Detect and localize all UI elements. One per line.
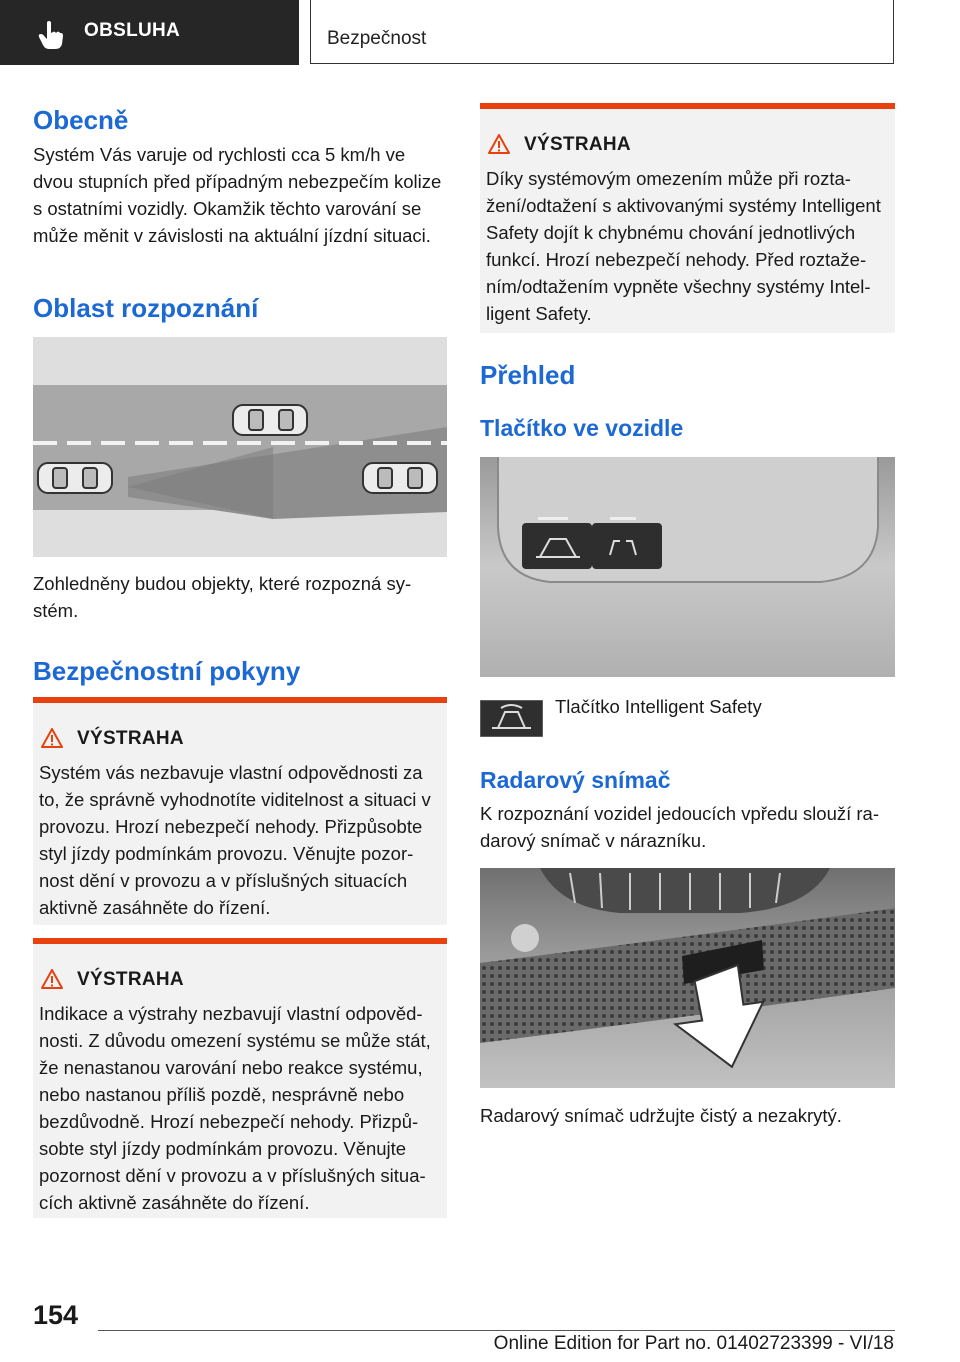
- warning-text: Systém vás nezbavuje vlastní odpovědnosti za to, že správně vyhodnotíte viditelnost a situaci v provozu. Hrozí nebezpečí nehody. Přizpůsobte styl jízdy podmínkám provozu. Věnujte pozornost dění v provozu a v příslušných situacích aktivně zasáhněte do řízení.: [39, 762, 431, 918]
- warning-triangle-icon: [488, 134, 510, 154]
- general-text: Systém Vás varuje od rychlosti cca 5 km/h ve dvou stupních před případným nebezpečím kolize s ostatními vozidly. Okamžik těchto varování se může měnit v závislosti na aktuální jízdní situaci.: [33, 144, 442, 246]
- area-heading: Oblast rozpoznání: [33, 293, 259, 323]
- car-ahead-lane1: [363, 463, 437, 493]
- chapter-title: Bezpečnost: [327, 28, 427, 49]
- detection-area-figure: [33, 337, 447, 557]
- warning-triangle-icon: [41, 728, 63, 748]
- detection-area-diagram: [33, 337, 447, 557]
- edition-info: Online Edition for Part no. 01402723399 - VI/18: [493, 1333, 894, 1354]
- car-ahead-lane2: [233, 405, 307, 435]
- warning-text: Indikace a výstrahy nezbavují vlastní odpovědnosti. Z důvodu omezení systému se může stát, že nenastanou varování nebo reakce systému, nebo nastanou příliš pozdě, nesprávně nebo bezdůvodně. Hrozí nebezpečí nehody. Přizpůsobte styl jízdy podmínkám provozu. Věnujte pozornost dění v provozu a v příslušných situacích aktivně zasáhněte do řízení.: [39, 1003, 431, 1213]
- section-tab: [0, 0, 299, 65]
- radar-photo: [480, 868, 895, 1088]
- warning-box-3: [480, 103, 895, 333]
- warning-title: VÝSTRAHA: [77, 728, 184, 749]
- button-caption: Tlačítko Intelligent Safety: [555, 696, 762, 717]
- page-number: 154: [33, 1300, 79, 1330]
- hand-icon: [38, 20, 64, 50]
- section-title: OBSLUHA: [84, 20, 181, 41]
- footer-divider: [98, 1330, 895, 1331]
- button-figure: [480, 457, 895, 677]
- warning-box-1: [33, 697, 447, 925]
- button-photo: [480, 457, 895, 677]
- radar-text: K rozpoznání vozidel jedoucích vpředu slouží radarový snímač v nárazníku.: [480, 803, 880, 851]
- radar-caption: Radarový snímač udržujte čistý a nezakrytý.: [480, 1105, 842, 1126]
- warning-box-2: [33, 938, 447, 1218]
- chapter-header: [310, 0, 894, 64]
- radar-heading: Radarový snímač: [480, 767, 671, 793]
- own-car: [38, 463, 112, 493]
- warning-text: Díky systémovým omezením může při roztažení/odtažení s aktivovanými systémy Intelligent Safety dojít k chybnému chování jednotlivých funkcí. Hrozí nebezpečí nehody. Před roztažením/odtažením vypněte všechny systémy Intelligent Safety.: [486, 168, 881, 324]
- warning-triangle-icon: [41, 969, 63, 989]
- area-caption: Zohledněny budou objekty, které rozpozná systém.: [33, 573, 412, 621]
- safety-heading: Bezpečnostní pokyny: [33, 656, 301, 686]
- intelligent-safety-button-icon: [480, 700, 543, 737]
- general-heading: Obecně: [33, 105, 129, 135]
- warning-title: VÝSTRAHA: [77, 969, 184, 990]
- warning-title: VÝSTRAHA: [524, 134, 631, 155]
- button-heading: Tlačítko ve vozidle: [480, 415, 684, 441]
- radar-figure: [480, 868, 895, 1088]
- overview-heading: Přehled: [480, 360, 576, 390]
